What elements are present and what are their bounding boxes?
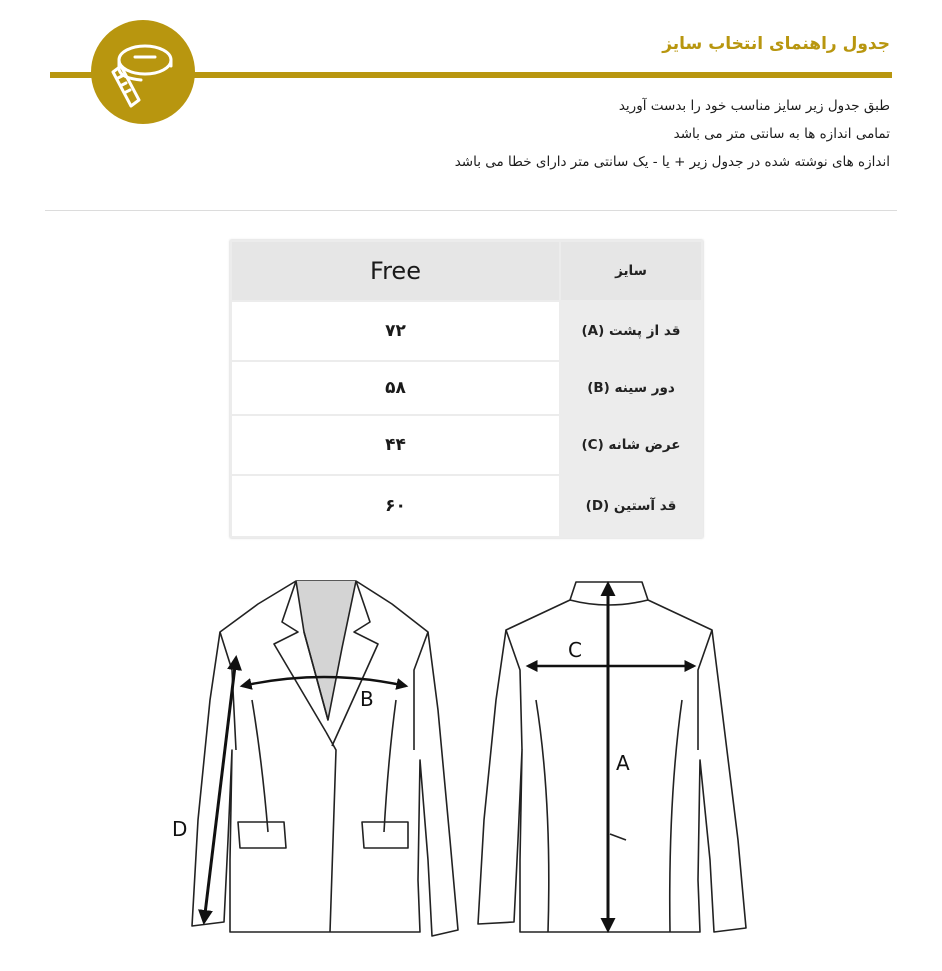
table-row xyxy=(231,301,702,361)
intro-line: تمامی اندازه ها به سانتی متر می باشد xyxy=(673,126,890,142)
table-header-row xyxy=(231,241,702,301)
intro-line: اندازه های نوشته شده در جدول زیر + یا - یک سانتی متر دارای خطا می باشد xyxy=(454,154,890,170)
intro-line: طبق جدول زیر سایز مناسب خود را بدست آورید xyxy=(618,98,890,114)
row-value: ۶۰ xyxy=(231,475,560,537)
size-table xyxy=(230,240,703,538)
table-row xyxy=(231,361,702,415)
jacket-diagram xyxy=(0,560,942,971)
label-c: C xyxy=(568,638,582,662)
row-value: ۵۸ xyxy=(231,361,560,415)
row-label: قد آستین (D) xyxy=(560,475,702,537)
table-row xyxy=(231,475,702,537)
size-value-header: Free xyxy=(231,241,560,301)
table-row xyxy=(231,415,702,475)
badge xyxy=(91,20,195,124)
jacket-front xyxy=(192,581,458,936)
page-title: جدول راهنمای انتخاب سایز xyxy=(662,34,890,54)
jacket-back xyxy=(478,582,746,932)
row-label: عرض شانه (C) xyxy=(560,415,702,475)
row-value: ۷۲ xyxy=(231,301,560,361)
tape-measure-icon xyxy=(91,20,195,124)
row-value: ۴۴ xyxy=(231,415,560,475)
label-b: B xyxy=(360,687,374,711)
row-label: دور سینه (B) xyxy=(560,361,702,415)
label-a: A xyxy=(616,751,630,775)
row-label: قد از پشت (A) xyxy=(560,301,702,361)
label-d: D xyxy=(172,817,188,841)
section-divider xyxy=(45,210,897,211)
size-label-header: سایز xyxy=(560,241,702,301)
intro-text xyxy=(370,92,890,176)
